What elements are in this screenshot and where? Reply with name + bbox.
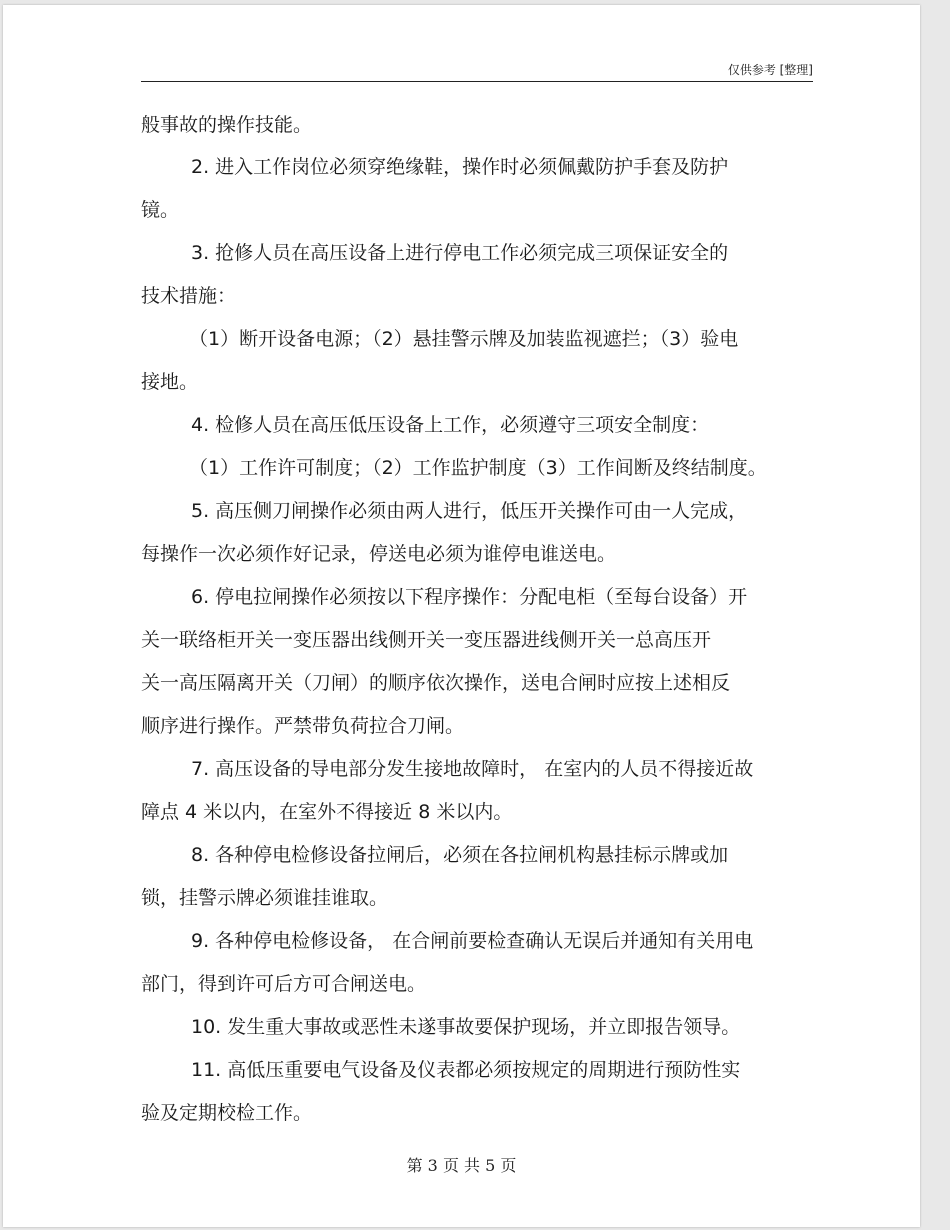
text-line: 部门，得到许可后方可合闸送电。 [141, 973, 427, 995]
text-line: 8. 各种停电检修设备拉闸后，必须在各拉闸机构悬挂标示牌或加 [191, 844, 729, 866]
text-line: 9. 各种停电检修设备， 在合闸前要检查确认无误后并通知有关用电 [191, 930, 754, 952]
page-header [141, 57, 813, 82]
text-line: 10. 发生重大事故或恶性未遂事故要保护现场，并立即报告领导。 [191, 1016, 741, 1038]
text-line: 技术措施： [141, 285, 237, 307]
text-line: 障点 4 米以内，在室外不得接近 8 米以内。 [141, 801, 513, 823]
text-line: （1）工作许可制度；（2）工作监护制度（3）工作间断及终结制度。 [189, 457, 767, 479]
text-line: 接地。 [141, 371, 199, 393]
text-line: 3. 抢修人员在高压设备上进行停电工作必须完成三项保证安全的 [191, 242, 729, 264]
text-line: 每操作一次必须作好记录，停送电必须为谁停电谁送电。 [141, 543, 617, 565]
text-line: 关一联络柜开关一变压器出线侧开关一变压器进线侧开关一总高压开 [141, 629, 712, 651]
text-line: 7. 高压设备的导电部分发生接地故障时， 在室内的人员不得接近故 [191, 758, 754, 780]
text-line: 关一高压隔离开关（刀闸）的顺序依次操作，送电合闸时应按上述相反 [141, 672, 731, 694]
text-line: 锁，挂警示牌必须谁挂谁取。 [141, 887, 389, 909]
text-line: 2. 进入工作岗位必须穿绝缘鞋，操作时必须佩戴防护手套及防护 [191, 156, 729, 178]
text-line: 6. 停电拉闸操作必须按以下程序操作：分配电柜（至每台设备）开 [191, 586, 748, 608]
text-line: 5. 高压侧刀闸操作必须由两人进行，低压开关操作可由一人完成， [191, 500, 748, 522]
text-line: 4. 检修人员在高压低压设备上工作，必须遵守三项安全制度： [191, 414, 710, 436]
document-page [3, 5, 920, 1227]
text-line: 验及定期校检工作。 [141, 1102, 313, 1124]
text-line: （1）断开设备电源；（2）悬挂警示牌及加装监视遮拦；（3）验电 [189, 328, 739, 350]
header-label: 仅供参考 [整理] [727, 63, 813, 77]
page-number: 第 3 页 共 5 页 [406, 1156, 517, 1175]
text-line: 镜。 [141, 199, 180, 221]
text-line: 11. 高低压重要电气设备及仪表都必须按规定的周期进行预防性实 [191, 1059, 741, 1081]
text-line: 顺序进行操作。严禁带负荷拉合刀闸。 [141, 715, 465, 737]
text-line: 般事故的操作技能。 [141, 114, 313, 136]
